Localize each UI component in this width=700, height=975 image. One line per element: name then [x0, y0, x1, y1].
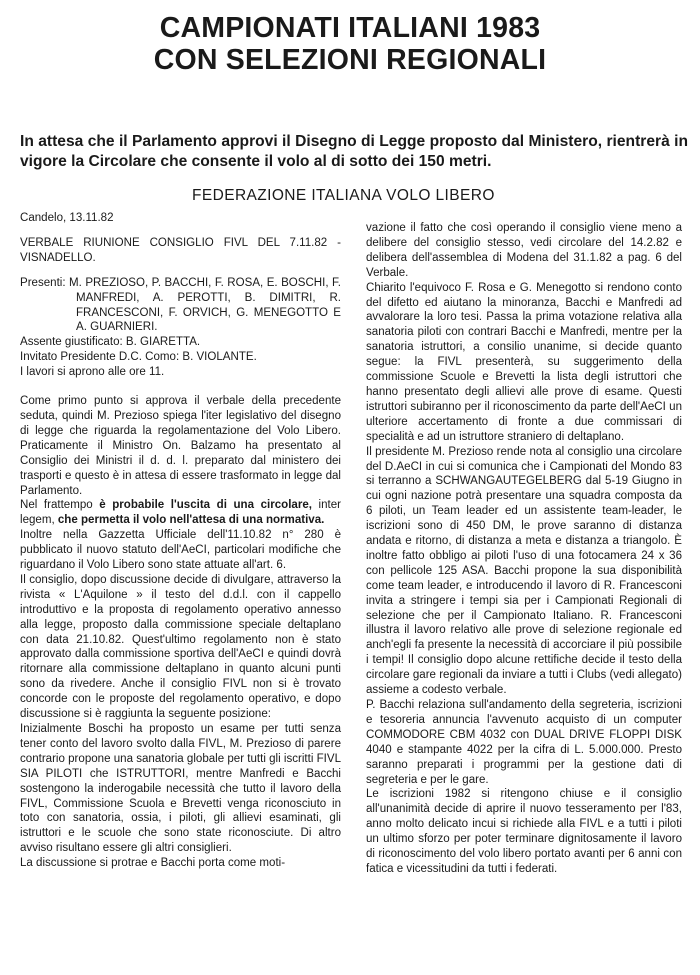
page-title	[0, 12, 700, 76]
paragraph-2-part-a: Nel frattempo	[20, 499, 100, 512]
right-paragraph-1: vazione il fatto che così operando il consiglio viene meno a delibere del consiglio stesso, vedi circolare del 14.2.82 e delibera dell'assemblea di Modena del 31.1.82 a pag. 6 del Verbale.	[366, 222, 682, 279]
verbale-heading: VERBALE RIUNIONE CONSIGLIO FIVL DEL 7.11.82 - VISNADELLO.	[20, 236, 341, 264]
right-column	[366, 221, 682, 877]
paragraph-5: Inizialmente Boschi ha proposto un esame per tutti senza tener conto del lavoro svolto dalla FIVL, M. Prezioso di parere contrario propone una sanatoria globale per tutti gli iscritti FIVL SIA PILOTI che ISTRUTTORI, mentre Manfredi e Bacchi sostengono la inderogabile necessità che tutto il lavoro della FIVL, Commissione Scuola e Brevetti venga riconosciuto in toto con sanatoria, ossia, i piloti, gli allievi esaminati, gli istruttori e le scuole che sono state riconosciute. Di altro avviso risultano essere gli altri consiglieri.	[20, 723, 341, 855]
title-line-2: CON SELEZIONI REGIONALI	[153, 44, 547, 76]
invitato-line: Invitato Presidente D.C. Como: B. VIOLANTE.	[20, 351, 257, 364]
paragraph-1: Come primo punto si approva il verbale della precedente seduta, quindi M. Prezioso spiega l'iter legislativo del disegno di legge che riguarda la regolamentazione del Volo Libero. Praticamente il Ministro On. Balzamo ha presentato al Consiglio dei Ministri il d. d. l. preparato dal ministero dei trasporti e questo è in attesa di essere trasformato in legge dal Parlamento.	[20, 395, 341, 497]
lavori-line: I lavori si aprono alle ore 11.	[20, 366, 165, 379]
right-paragraph-2: Chiarito l'equivoco F. Rosa e G. Menegotto si rendono conto del difetto ed aiutano la minoranza, Bacchi e Manfredi ad avvalorare la loro tesi. Passa la prima votazione relativa alla sanatoria piloti con contrari Bacchi e Manfredi, mentre per la sanatoria istruttori, a consilio unanime, si decide quanto segue: la FIVL presenterà, su suggerimento della commissione Scuole e Brevetti la lista degli istruttori che hanno presentato degli allievi alle prove di esame. Questi istruttori subiranno per il riconoscimento da parte dell'AeCI un ulteriore accertamento di fronte a due commissari di specialità e ad un istruttore straniero di deltaplano.	[366, 281, 682, 443]
left-column	[20, 211, 341, 871]
paragraph-2-bold-d: che permetta il volo nell'attesa di una normativa.	[57, 514, 325, 527]
date-line: Candelo, 13.11.82	[20, 212, 114, 224]
paragraph-3: Inoltre nella Gazzetta Ufficiale dell'11.10.82 n° 280 è pubblicato il nuovo statuto dell'AeCI, particolari modifiche che riguardano il Volo Libero sono state attuate all'art. 6.	[20, 529, 341, 572]
right-paragraph-3: Il presidente M. Prezioso rende nota al consiglio una circolare del D.AeCI in cui si comunica che i Campionati del Mondo 83 si terranno a SCHWANGAUTEGELBERG dal 5-19 Giugno in cui ogni nazione potrà presentare una squadra composta da 6 piloti, un Team leader ed un assistente team-leader, le iscrizioni sono di 450 DM, le prove saranno di distanza andata e ritorno, di distanza a meta e distanza a triangolo. È inoltre fatto obbligo ai piloti l'uso di una fotocamera 24 x 36 con pellicole 125 ASA. Bacchi propone la sua disponibilità come team leader, e introducendo il lavoro di R. Francesconi invita a stringere i tempi sia per i Campionati Regionali di selezione che per il Campionato Italiano. R. Francesconi illustra il lavoro relativo alle prove di selezione regionale ed anch'egli fa presente la necessità di accorciare il più possibile i tempi! Il consiglio dopo alcune rettifiche decide il testo della circolare gare regionali da inviare a tutti i Clubs (vedi allegato) assieme a codesto verbale.	[366, 445, 682, 697]
paragraph-4: Il consiglio, dopo discussione decide di divulgare, attraverso la rivista « L'Aquilone » il testo del d.d.l. con il cappello introduttivo e la proposta di regolamento operativo annesso alla legge, proposto dalla commissione speciale deltaplano con data 21.10.82. Quest'ultimo regolamento non è stato approvato dalla commissione sportiva dell'AeCI e quindi dovrà ritornare alla commissione deltaplano in quanto alcuni punti sono da rivedere. Anche il consiglio FIVL non si è trovato concorde con le proposte del regolamento operativo, e dopo discussione si è raggiunta la seguente posizione:	[20, 573, 341, 721]
title-line-1: CAMPIONATI ITALIANI 1983	[159, 12, 541, 44]
presenti-list: Presenti: M. PREZIOSO, P. BACCHI, F. ROSA, E. BOSCHI, F. MANFREDI, A. PEROTTI, B. DIMITRI, R. FRANCESCONI, F. ORVICH, G. MENEGOTTO E A. GUARNIERI.	[20, 276, 341, 334]
federation-heading: FEDERAZIONE ITALIANA VOLO LIBERO	[192, 187, 495, 204]
paragraph-2	[20, 498, 341, 528]
right-paragraph-4: P. Bacchi relaziona sull'andamento della segreteria, iscrizioni e tesoreria annuncia l'avvenuto acquisto di un computer COMMODORE CBM 4032 con DUAL DRIVE FLOPPI DISK 4040 e stampante 4022 per la cifra di L. 5.000.000. Presto saranno preparati i programmi per la gestione dati di segreteria e per le gare.	[366, 699, 682, 786]
paragraph-6: La discussione si protrae e Bacchi porta come moti-	[20, 857, 286, 870]
assente-line: Assente giustificato: B. GIARETTA.	[20, 336, 201, 349]
right-paragraph-5: Le iscrizioni 1982 si ritengono chiuse e il consiglio all'unanimità decide di aprire il nuovo tesseramento per l'83, anno molto delicato incui si richiede alla FIVL e a tutti i piloti un ultimo sforzo per poter terminare dignitosamente il lavoro di riconoscimento del volo libero portato avanti per 6 anni con fatica e vicessitudini da tutti i federati.	[366, 788, 682, 875]
lead-paragraph: In attesa che il Parlamento approvi il Disegno di Legge proposto dal Ministero, rientrerà in vigore la Circolare che consente il volo al di sotto dei 150 metri.	[20, 133, 688, 170]
paragraph-2-bold-a: è probabile l'uscita di una circolare,	[99, 499, 312, 512]
paragraph-2-part-c: inter legem,	[20, 499, 342, 527]
